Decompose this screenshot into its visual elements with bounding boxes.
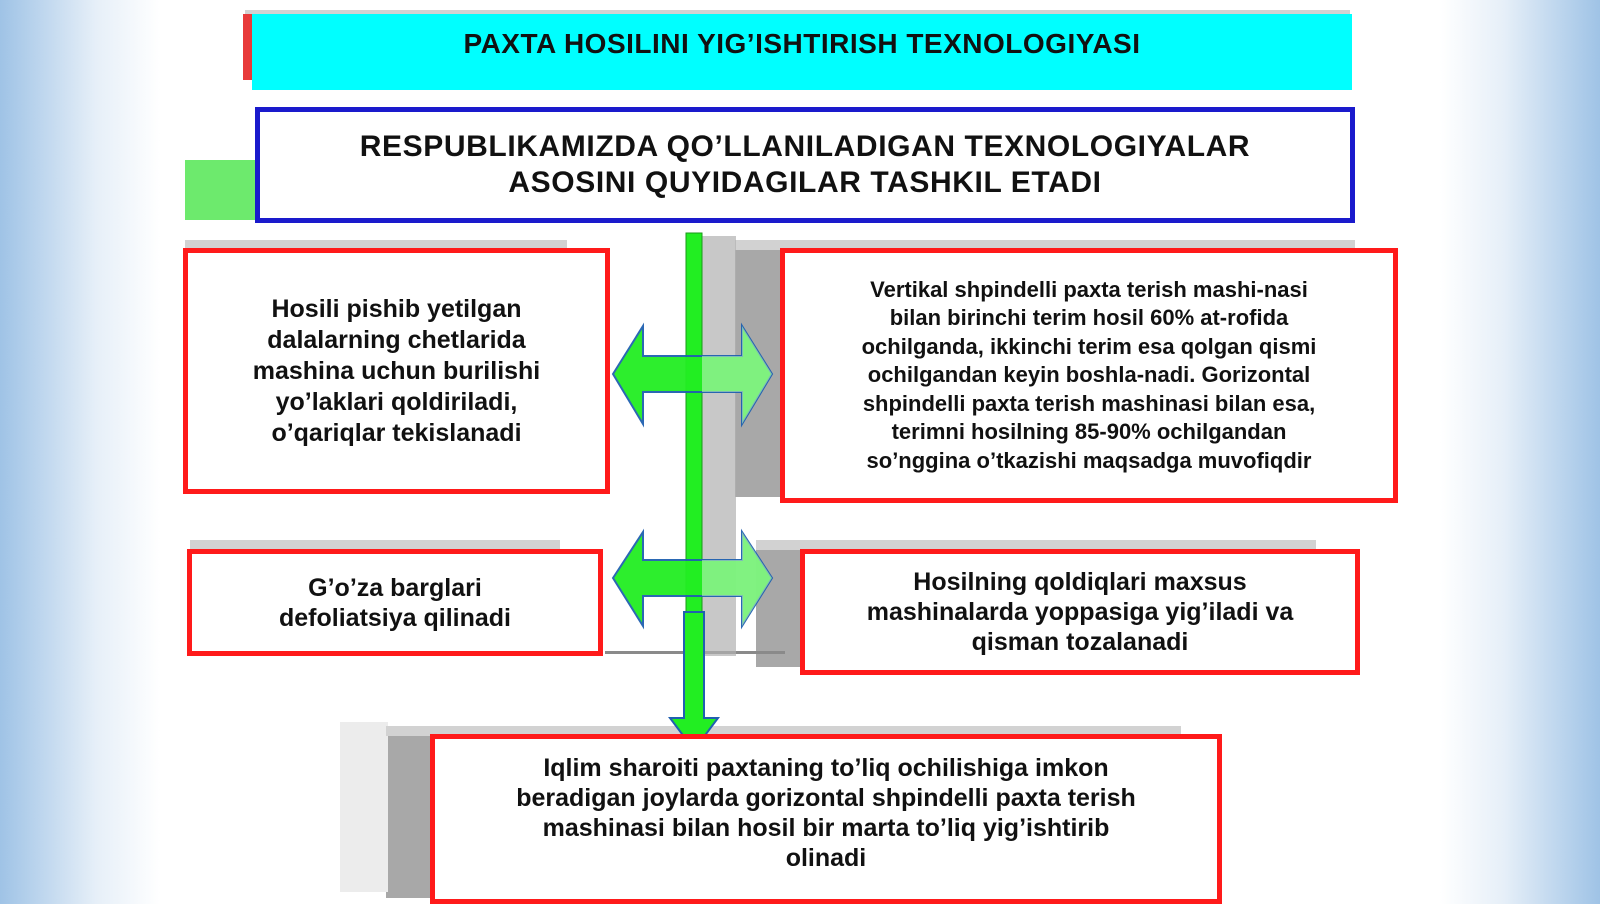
box-vertical-spindle-harvest: Vertikal shpindelli paxta terish mashi-nasi bilan birinchi terim hosil 60% at-rofida ochilganda, ikkinchi terim esa qolgan qismi ochilgandan keyin boshla-nadi. Gorizontal shpindelli paxta terish mashinasi bilan esa, terimni hosilning 85-90% ochilgandan so’nggina o’tkazishi maqsadga muvofiqdir bbox=[780, 248, 1398, 503]
subtitle-box: RESPUBLIKAMIZDA QO’LLANILADIGAN TEXNOLOGIYALAR ASOSINI QUYIDAGILAR TASHKIL ETADI bbox=[255, 107, 1355, 223]
box-residue-collection: Hosilning qoldiqlari maxsus mashinalarda yoppasiga yig’iladi va qisman tozalanadi bbox=[800, 549, 1360, 675]
box-horizontal-spindle-harvest: Iqlim sharoiti paxtaning to’liq ochilishiga imkon beradigan joylarda gorizontal shpindelli paxta terish mashinasi bilan hosil bir marta to’liq yig’ishtirib olinadi bbox=[430, 734, 1222, 904]
slide-title: PAXTA HOSILINI YIG’ISHTIRISH TEXNOLOGIYASI bbox=[252, 14, 1352, 90]
box-field-preparation: Hosili pishib yetilgan dalalarning chetlarida mashina uchun burilishi yo’laklari qoldiriladi, o’qariqlar tekislanadi bbox=[183, 248, 610, 494]
box-defoliation: G’o’za barglari defoliatsiya qilinadi bbox=[187, 549, 603, 656]
